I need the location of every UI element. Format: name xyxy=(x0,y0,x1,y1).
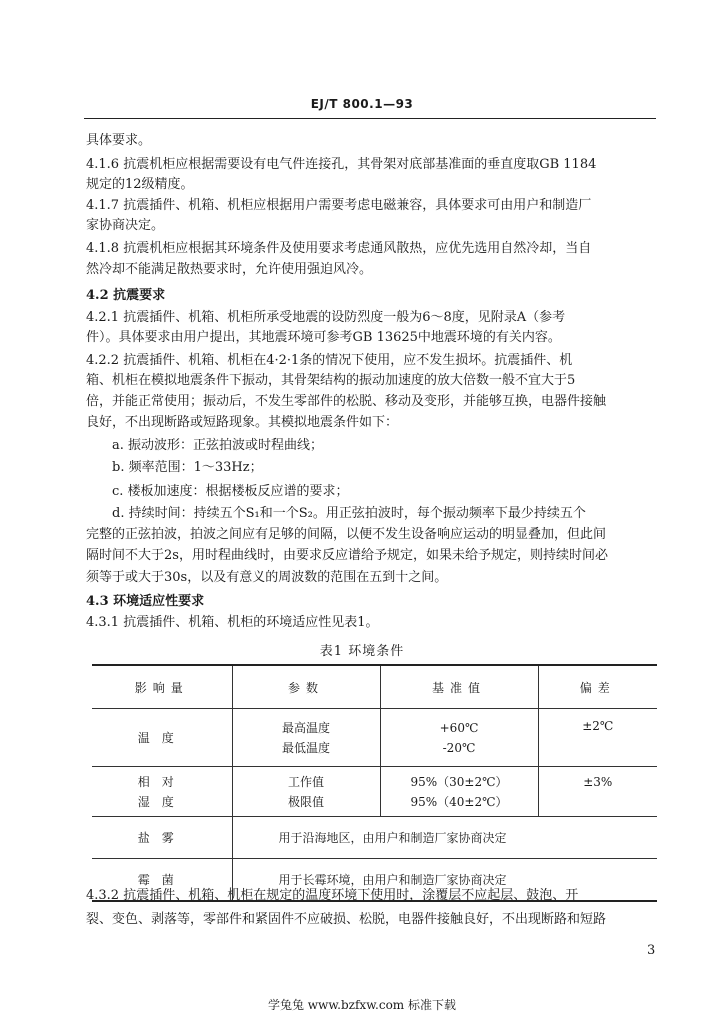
param-working: 工作值 xyxy=(287,774,324,789)
param-high-temp: 最高温度 xyxy=(281,720,330,735)
document-code-header: EJ/T 800.1—93 xyxy=(310,97,414,111)
cell-humidity-values xyxy=(380,767,538,817)
cell-humidity-label xyxy=(92,767,232,817)
param-limit: 极限值 xyxy=(287,794,324,809)
text-line: 良好，不出现断路或短路现象。其模拟地震条件如下： xyxy=(86,415,399,430)
text-line: 倍，并能正常使用；振动后，不发生零部件的松脱、移动及变形，并能够互换，电器件接触 xyxy=(86,394,607,409)
text-line: 隔时间不大于2s，用时程曲线时，由要求反应谱给予规定，如果未给予规定，则持续时间必 xyxy=(86,548,608,563)
environment-conditions-table xyxy=(92,664,657,902)
section-heading-4-2: 4.2 抗震要求 xyxy=(86,288,166,303)
cell-mold-text: 用于长霉环境，由用户和制造厂家协商决定 xyxy=(232,859,657,901)
text-line: 规定的12级精度。 xyxy=(86,177,194,192)
footer-watermark: 学兔兔 www.bzfxw.com 标准下载 xyxy=(267,998,457,1012)
value-working: 95%（30±2℃） xyxy=(410,774,508,789)
text-line: 完整的正弦拍波，拍波之间应有足够的间隔，以便不发生设备响应运动的明显叠加，但此间 xyxy=(86,527,607,542)
value-limit: 95%（40±2℃） xyxy=(410,794,508,809)
cell-temperature-tolerance: ±2℃ xyxy=(538,709,657,767)
text-line: 家协商决定。 xyxy=(86,218,165,233)
cell-humidity-tolerance: ±3% xyxy=(538,767,657,817)
clause-4-2-2: 4.2.2 抗震插件、机箱、机柜在4·2·1条的情况下使用，应不发生损坏。抗震插件、机 xyxy=(86,353,573,368)
list-item-b: b. 频率范围：1～33Hz； xyxy=(112,460,263,475)
table-title: 表1 环境条件 xyxy=(319,644,405,659)
clause-4-3-1: 4.3.1 抗震插件、机箱、机柜的环境适应性见表1。 xyxy=(86,615,379,630)
cell-temperature-values xyxy=(380,709,538,767)
header-divider xyxy=(84,118,656,119)
header-reference-value: 基准值 xyxy=(380,665,538,709)
humidity-label-top: 相对 xyxy=(137,774,186,789)
clause-4-3-2: 4.3.2 抗震插件、机箱、机柜在规定的温度环境下使用时，涂覆层不应起层、鼓泡、开 xyxy=(86,888,579,903)
clause-4-1-6: 4.1.6 抗震机柜应根据需要设有电气件连接孔，其骨架对底部基准面的垂直度取GB 1184 xyxy=(86,157,597,172)
list-item-c: c. 楼板加速度：根据楼板反应谱的要求； xyxy=(112,484,349,499)
clause-4-2-1: 4.2.1 抗震插件、机箱、机柜所承受地震的设防烈度一般为6～8度，见附录A（参考 xyxy=(86,310,566,325)
header-parameter: 参数 xyxy=(232,665,380,709)
cell-salt-fog-text: 用于沿海地区，由用户和制造厂家协商决定 xyxy=(232,817,657,859)
cell-temperature-params xyxy=(232,709,380,767)
value-high-temp: +60℃ xyxy=(439,720,479,735)
table-row-humidity xyxy=(92,767,657,817)
humidity-label-bottom: 湿度 xyxy=(137,794,186,809)
list-item-a: a. 振动波形：正弦拍波或时程曲线； xyxy=(112,438,324,453)
text-line: 然冷却不能满足散热要求时，允许使用强迫风冷。 xyxy=(86,262,373,277)
value-low-temp: -20℃ xyxy=(442,740,476,755)
table-row-salt-fog xyxy=(92,817,657,859)
text-line: 须等于或大于30s，以及有意义的周波数的范围在五到十之间。 xyxy=(86,570,448,585)
cell-temperature-label: 温度 xyxy=(92,709,232,767)
header-tolerance: 偏差 xyxy=(538,665,657,709)
header-influence: 影响量 xyxy=(92,665,232,709)
page-number: 3 xyxy=(647,943,656,958)
param-low-temp: 最低温度 xyxy=(281,740,330,755)
section-heading-4-3: 4.3 环境适应性要求 xyxy=(86,594,205,609)
cell-humidity-params xyxy=(232,767,380,817)
text-line: 箱、机柜在模拟地震条件下振动，其骨架结构的振动加速度的放大倍数一般不宜大于5 xyxy=(86,373,576,388)
table-row-temperature xyxy=(92,709,657,767)
table-header-row xyxy=(92,665,657,709)
text-line: 件）。具体要求由用户提出，其地震环境可参考GB 13625中地震环境的有关内容。 xyxy=(86,330,561,345)
text-line: 裂、变色、剥落等，零部件和紧固件不应破损、松脱，电器件接触良好，不出现断路和短路 xyxy=(86,912,607,927)
cell-mold-label: 霉菌 xyxy=(92,859,232,901)
clause-4-1-7: 4.1.7 抗震插件、机箱、机柜应根据用户需要考虑电磁兼容，具体要求可由用户和制造厂 xyxy=(86,198,592,213)
text-line: 具体要求。 xyxy=(86,133,152,148)
list-item-d: d. 持续时间：持续五个S₁和一个S₂。用正弦拍波时，每个振动频率下最少持续五个 xyxy=(112,506,586,521)
cell-salt-fog-label: 盐雾 xyxy=(92,817,232,859)
clause-4-1-8: 4.1.8 抗震机柜应根据其环境条件及使用要求考虑通风散热，应优先选用自然冷却，当自 xyxy=(86,241,592,256)
